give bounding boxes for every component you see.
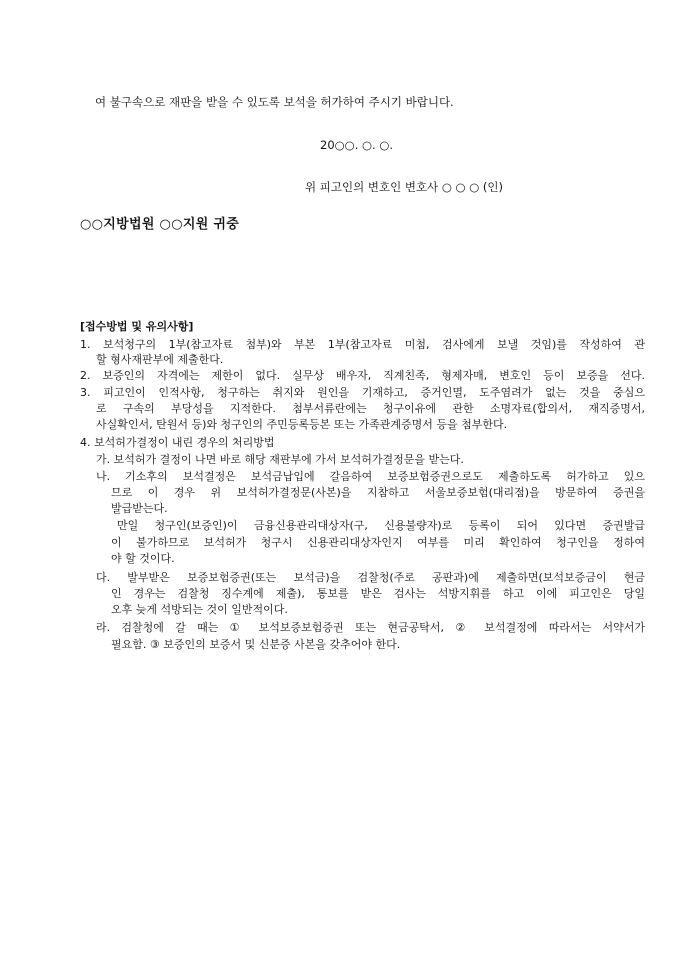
note-line: 다. 발부받은 보증보험증권(또는 보석금)을 검찰청(주로 공판과)에 제출하면(보석보증금이 현금: [96, 571, 645, 584]
attorney-signature: 위 피고인의 변호인 변호사 ○ ○ ○ (인): [305, 180, 503, 194]
note-line: 야 할 것이다.: [111, 552, 175, 565]
note-line: 로 구속의 부당성을 지적한다. 첨부서류란에는 청구이유에 관한 소명자료(합의서, 재직증명서,: [96, 402, 645, 415]
note-line: 1. 보석청구의 1부(참고자료 첨부)와 부본 1부(참고자료 미첨, 검사에게 보낼 것임)를 작성하여 관: [80, 338, 645, 351]
note-line: 만일 청구인(보증인)이 금융신용관리대상자(구, 신용불량자)로 등록이 되어 있다면 증권발급: [117, 519, 645, 532]
note-line: 3. 피고인이 인적사항, 청구하는 취지와 원인을 기재하고, 증거인멸, 도주염려가 없는 것을 중심으: [80, 386, 645, 399]
note-line: 이 불가하므로 보석허가 청구시 신용관리대상자인지 여부를 미리 확인하여 청구인을 정하여: [111, 536, 645, 549]
note-line: 4. 보석허가결정이 내린 경우의 처리방법: [80, 436, 275, 449]
note-line: 할 형사재판부에 제출한다.: [96, 353, 224, 366]
note-line: 필요함. ③ 보증인의 보증서 및 신분증 사본을 갖추어야 한다.: [111, 638, 401, 651]
note-line: 사실확인서, 탄원서 등)와 청구인의 주민등록등본 또는 가족관계증명서 등을 첨부한다.: [96, 418, 508, 431]
note-line: 나. 기소후의 보석결정은 보석금납입에 갈음하여 보증보험증권으로도 제출하도록 허가하고 있으: [96, 470, 645, 483]
court-addressee: ○○지방법원 ○○지원 귀중: [80, 217, 240, 232]
note-line: 발급받는다.: [111, 502, 168, 515]
note-line: 므로 이 경우 위 보석허가결정문(사본)을 지참하고 서울보증보험(대리점)을 방문하여 증권을: [111, 486, 645, 499]
note-line: 라. 검찰청에 갈 때는 ① 보석보증보험증권 또는 현금공탁서, ② 보석결정에 따라서는 서약서가: [96, 621, 645, 634]
note-line: 오후 늦게 석방되는 것이 일반적이다.: [111, 603, 288, 616]
filing-date: 20○○. ○. ○.: [320, 138, 394, 152]
note-line: 인 경우는 검찰청 징수계에 제출), 통보를 받은 검사는 석방지휘를 하고 이에 피고인은 당일: [111, 587, 645, 600]
note-line: 2. 보증인의 자격에는 제한이 없다. 실무상 배우자, 직계친족, 형제자매, 변호인 등이 보증을 선다.: [80, 369, 645, 382]
notes-title: [접수방법 및 유의사항]: [80, 320, 194, 333]
note-line: 가. 보석허가 결정이 나면 바로 해당 재판부에 가서 보석허가결정문을 받는다.: [96, 453, 464, 466]
intro-sentence: 여 불구속으로 재판을 받을 수 있도록 보석을 허가하여 주시기 바랍니다.: [95, 95, 454, 109]
